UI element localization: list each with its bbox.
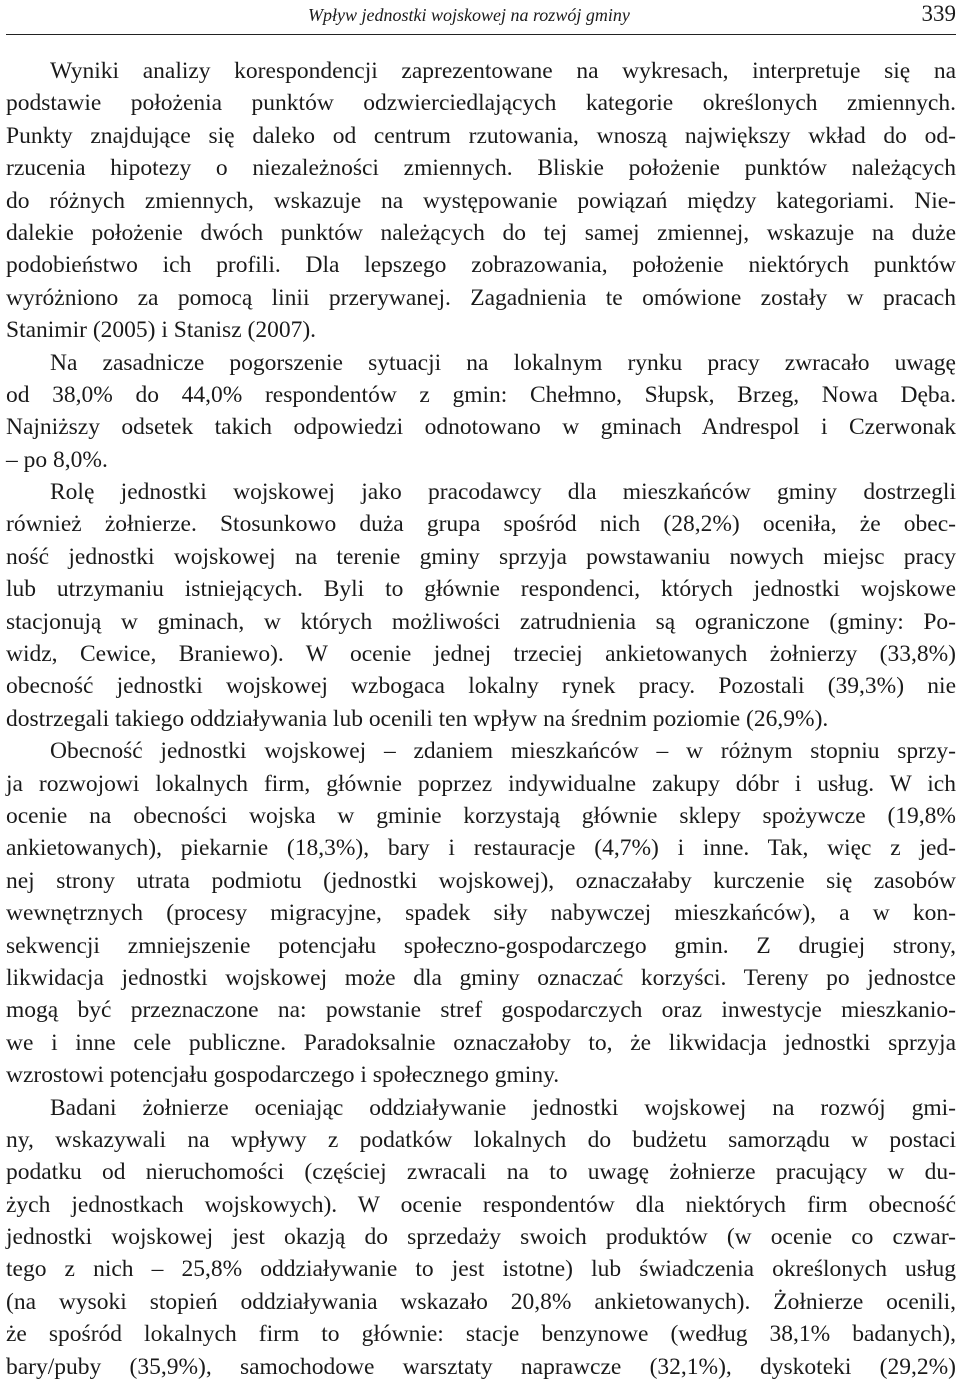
text-line: Stanimir (2005) i Stanisz (2007). — [6, 317, 317, 344]
text-line: Rolę jednostki wojskowej jako pracodawcy dla mieszkańców gminy dostrzegli — [50, 479, 956, 506]
text-line: ocenie na obecności wojska w gminie korzystają głównie sklepy spożywcze (19,8% — [6, 802, 956, 829]
text-line: wewnętrznych (procesy migracyjne, spadek siły nabywczej mieszkańców), a w kon- — [6, 900, 956, 927]
text-line: żych jednostkach wojskowych). W ocenie respondentów dla niektórych firm obecność — [6, 1191, 956, 1218]
text-line: stacjonują w gminach, w których możliwości zatrudnienia są ograniczone (gminy: Po- — [6, 608, 956, 635]
text-line: we i inne cele publiczne. Paradoksalnie oznaczałoby to, że likwidacja jednostki sprzyja — [6, 1029, 956, 1056]
text-line: (na wysoki stopień oddziaływania wskazało 20,8% ankietowanych). Żołnierze ocenili, — [6, 1288, 956, 1315]
body-text — [6, 55, 956, 1383]
text-line: mogą być przeznaczone na: powstanie stref gospodarczych oraz inwestycje mieszkanio- — [6, 997, 956, 1024]
text-line: wzrostowi potencjału gospodarczego i społecznego gminy. — [6, 1062, 560, 1089]
running-header — [6, 0, 956, 35]
document-page — [6, 0, 956, 1380]
text-line: jednostki wojskowej jest okazją do sprzedaży swoich produktów (w ocenie co czwar- — [6, 1224, 956, 1251]
text-line: podobieństwo ich profili. Dla lepszego zobrazowania, położenie niektórych punktów — [6, 252, 956, 279]
text-line: ankietowanych), piekarnie (18,3%), bary i restauracje (4,7%) i inne. Tak, więc z jed- — [6, 835, 956, 862]
text-line: do różnych zmiennych, wskazuje na występowanie powiązań między kategoriami. Nie- — [6, 187, 956, 214]
text-line: Na zasadnicze pogorszenie sytuacji na lokalnym rynku pracy zwracało uwagę — [50, 349, 956, 376]
text-line: widz, Cewice, Braniewo). W ocenie jednej trzeciej ankietowanych żołnierzy (33,8%) — [6, 641, 956, 668]
text-line: sekwencji zmniejszenie potencjału społeczno-gospodarczego gmin. Z drugiej strony, — [6, 932, 956, 959]
text-line: bary/puby (35,9%), samochodowe warsztaty naprawcze (32,1%), dyskoteki (29,2%) — [6, 1353, 956, 1380]
text-line: Wyniki analizy korespondencji zaprezentowane na wykresach, interpretuje się na — [50, 58, 956, 84]
running-title: Wpływ jednostki wojskowej na rozwój gminy — [308, 5, 630, 25]
text-line: że spośród lokalnych firm to głównie: stacje benzynowe (według 38,1% badanych), — [6, 1321, 956, 1348]
text-line: wyróżniono za pomocą linii przerywanej. Zagadnienia te omówione zostały w pracach — [6, 284, 956, 311]
text-line: likwidacja jednostki wojskowej może dla gminy oznaczać korzyści. Tereny po jednostce — [6, 964, 956, 991]
text-line: ność jednostki wojskowej na terenie gminy sprzyja powstawaniu nowych miejsc pracy — [6, 543, 956, 570]
text-line: Najniższy odsetek takich odpowiedzi odnotowano w gminach Andrespol i Czerwonak — [6, 414, 956, 441]
text-line: podstawie położenia punktów odzwierciedlających kategorie określonych zmiennych. — [6, 90, 956, 117]
text-line: Badani żołnierze oceniając oddziaływanie jednostki wojskowej na rozwój gmi- — [50, 1094, 956, 1121]
text-line: – po 8,0%. — [6, 446, 108, 473]
text-line: tego z nich – 25,8% oddziaływanie to jest istotne) lub świadczenia określonych usług — [6, 1256, 956, 1283]
text-line: podatku od nieruchomości (częściej zwracali na to uwagę żołnierze pracujący w du- — [6, 1159, 956, 1186]
text-line: obecność jednostki wojskowej wzbogaca lokalny rynek pracy. Pozostali (39,3%) nie — [6, 673, 956, 700]
text-line: dostrzegali takiego oddziaływania lub ocenili ten wpływ na średnim poziomie (26,9%). — [6, 705, 829, 732]
text-line: Obecność jednostki wojskowej – zdaniem mieszkańców – w różnym stopniu sprzy- — [50, 738, 956, 765]
text-line: od 38,0% do 44,0% respondentów z gmin: Chełmno, Słupsk, Brzeg, Nowa Dęba. — [6, 381, 956, 408]
text-line: rzucenia hipotezy o niezależności zmiennych. Bliskie położenie punktów należących — [6, 155, 956, 182]
text-line: nej strony utrata podmiotu (jednostki wojskowej), oznaczałaby kurczenie się zasobów — [6, 867, 956, 894]
text-line: Punkty znajdujące się daleko od centrum rzutowania, wnoszą największy wkład do od- — [6, 122, 956, 149]
text-line: dalekie położenie dwóch punktów należących do tej samej zmiennej, wskazuje na duże — [6, 219, 956, 246]
text-line: lub utrzymaniu istniejących. Byli to głównie respondenci, których jednostki wojskowe — [6, 576, 956, 603]
text-line: ny, wskazywali na wpływy z podatków lokalnych do budżetu samorządu w postaci — [6, 1126, 956, 1153]
text-line: ja rozwojowi lokalnych firm, głównie poprzez indywidualne zakupy dóbr i usług. W ich — [6, 770, 956, 797]
page-number: 339 — [921, 1, 956, 26]
text-line: również żołnierze. Stosunkowo duża grupa spośród nich (28,2%) oceniła, że obec- — [6, 511, 956, 538]
